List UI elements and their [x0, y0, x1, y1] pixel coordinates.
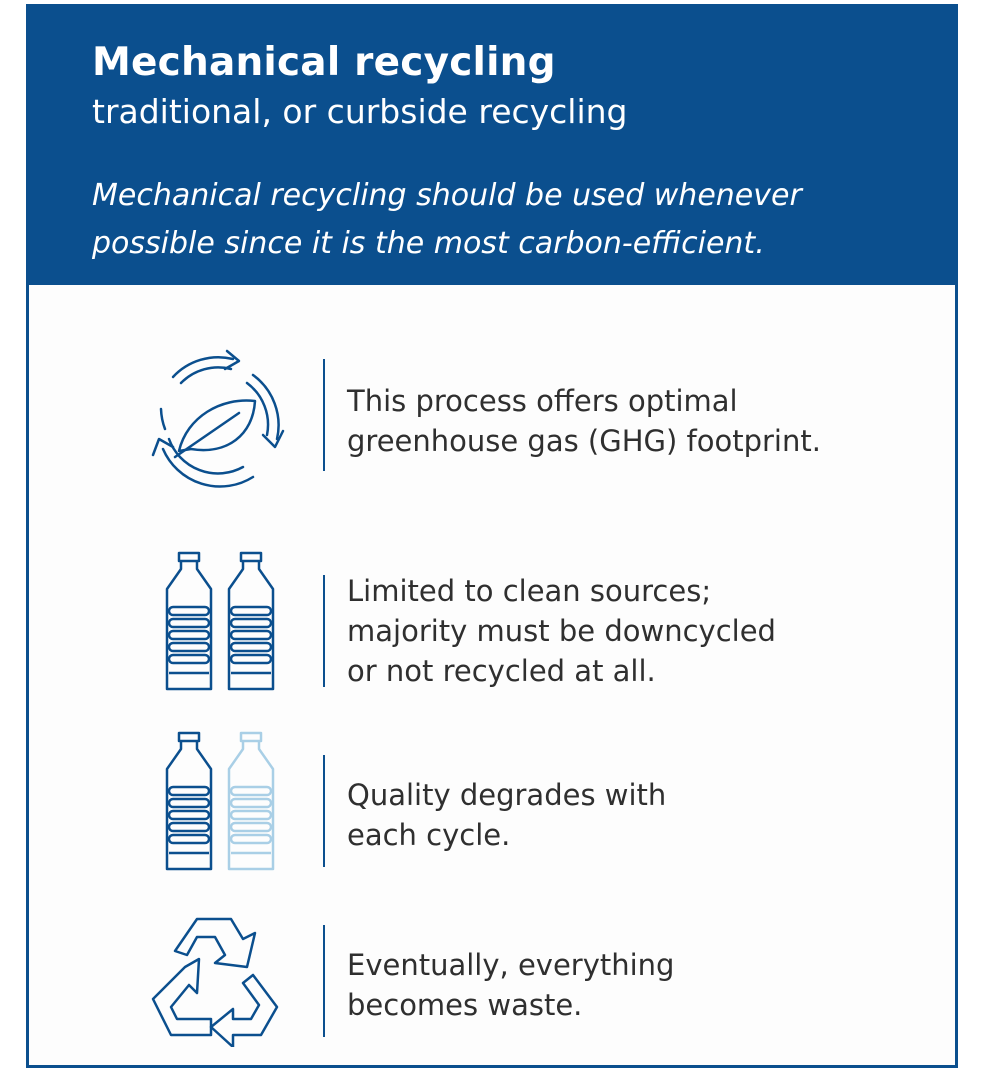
- recycle-symbol-icon: [145, 915, 285, 1047]
- infographic-card: [26, 4, 958, 1068]
- row-ghg: [29, 337, 955, 497]
- tagline: Mechanical recycling should be used whenever possible since it is the most carbon-efficient.: [92, 178, 802, 261]
- bottle-degrading-icon: [157, 729, 283, 873]
- row-text: Limited to clean sources; majority must be downcycled or not recycled at all.: [347, 574, 776, 688]
- row-divider: [323, 575, 325, 687]
- row-quality: [29, 727, 955, 875]
- row-waste: [29, 913, 955, 1053]
- row-text: Quality degrades with each cycle.: [347, 778, 667, 852]
- two-bottles-icon: [157, 549, 283, 693]
- row-divider: [323, 359, 325, 471]
- page-title: Mechanical recycling: [92, 40, 556, 85]
- row-divider: [323, 925, 325, 1037]
- page-subtitle: traditional, or curbside recycling: [92, 92, 628, 131]
- leaf-cycle-icon: [135, 339, 295, 499]
- row-text: This process offers optimal greenhouse gas (GHG) footprint.: [347, 384, 821, 458]
- row-text: Eventually, everything becomes waste.: [347, 948, 675, 1022]
- row-divider: [323, 755, 325, 867]
- row-clean-sources: [29, 547, 955, 695]
- header-banner: [26, 4, 958, 285]
